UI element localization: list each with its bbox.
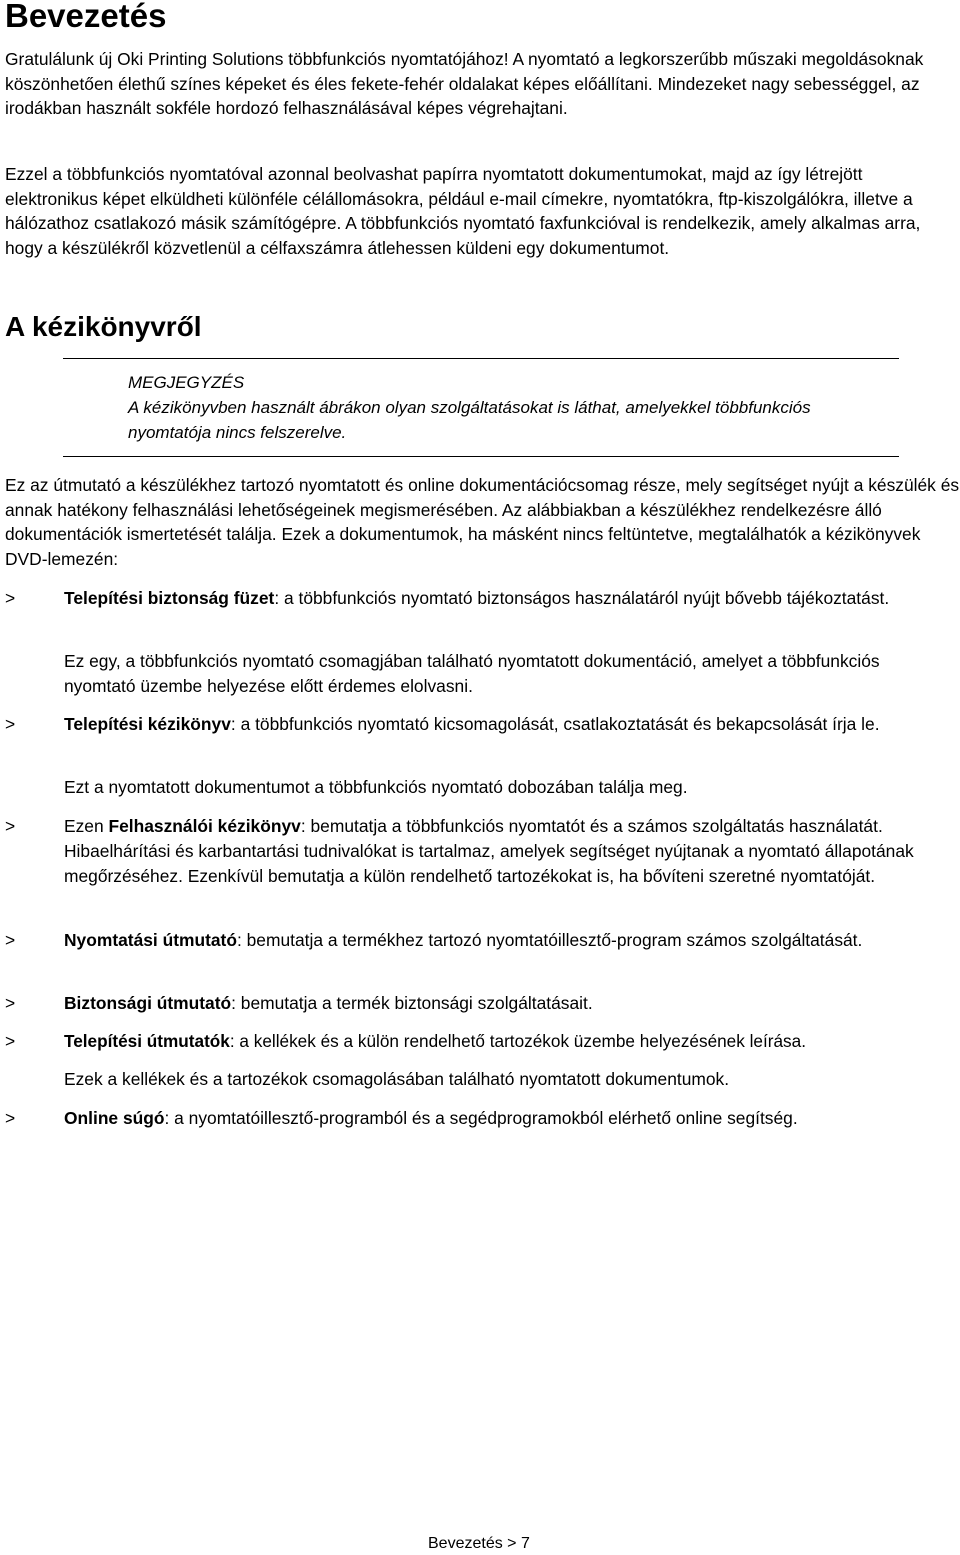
item-title: Online súgó xyxy=(64,1108,165,1128)
section-heading-intro: Bevezetés xyxy=(5,0,167,34)
item-title: Felhasználói kézikönyv xyxy=(108,816,301,836)
list-item xyxy=(64,991,960,1016)
note-text: A kézikönyvben használt ábrákon olyan szolgáltatásokat is láthat, amelyekkel többfunkciós nyomtatója nincs felszerelve. xyxy=(128,398,811,442)
note-top-divider xyxy=(63,358,899,359)
item-text: : a többfunkciós nyomtató kicsomagolását, csatlakoztatását és bekapcsolását írja le. xyxy=(230,714,880,734)
item-extra: Ez egy, a többfunkciós nyomtató csomagjában található nyomtatott dokumentáció, amelyet a többfunkciós nyomtató üzembe helyezése előtt érdemes elolvasni. xyxy=(64,651,880,696)
item-text: : bemutatja a termék biztonsági szolgáltatásait. xyxy=(231,993,593,1013)
list-item xyxy=(64,928,904,953)
list-item xyxy=(64,712,944,737)
list-item xyxy=(64,586,960,611)
page-footer: Bevezetés > 7 xyxy=(428,1535,530,1552)
item-title: Telepítési kézikönyv xyxy=(64,714,231,734)
list-item xyxy=(64,814,944,889)
bullet-marker: > xyxy=(5,714,16,734)
item-title: Nyomtatási útmutató xyxy=(64,930,237,950)
item-text: : bemutatja a termékhez tartozó nyomtatóillesztő-program számos szolgáltatását. xyxy=(236,930,863,950)
item-text: : a kellékek és a külön rendelhető tartozékok üzembe helyezésének leírása. xyxy=(229,1031,806,1051)
item-title: Telepítési biztonság füzet xyxy=(64,588,275,608)
item-title: Telepítési útmutatók xyxy=(64,1031,230,1051)
note-label: MEGJEGYZÉS xyxy=(128,373,245,392)
item-text: : a nyomtatóillesztő-programból és a segédprogramokból elérhető online segítség. xyxy=(164,1108,798,1128)
bullet-marker: > xyxy=(5,1031,16,1051)
manual-paragraph: Ez az útmutató a készülékhez tartozó nyomtatott és online dokumentációcsomag része, mely segítséget nyújt a készülék és annak hatékony felhasználási lehetőségeinek megismerésében. Az alábbiakban a készülékhez rendelkezésre álló dokumentációk ismertetését találja. Ezek a dokumentumok, ha másként nincs feltüntetve, megtalálhatók a kézikönyvek DVD-lemezén: xyxy=(5,475,960,569)
intro-paragraph-1: Gratulálunk új Oki Printing Solutions többfunkciós nyomtatójához! A nyomtató a legkorszerűbb műszaki megoldásoknak köszönhetően élethű színes képeket és éles fekete-fehér oldalakat képes előállítani. Mindezeket nagy sebességgel, az irodákban használt sokféle hordozó felhasználásával képes végrehajtani. xyxy=(5,49,924,118)
section-heading-manual: A kézikönyvről xyxy=(5,311,202,342)
bullet-marker: > xyxy=(5,1108,16,1128)
list-item xyxy=(64,1106,960,1131)
bullet-marker: > xyxy=(5,816,16,836)
bullet-marker: > xyxy=(5,993,16,1013)
list-item xyxy=(64,1029,960,1054)
item-text: : a többfunkciós nyomtató biztonságos használatáról nyújt bővebb tájékoztatást. xyxy=(274,588,890,608)
note-bottom-divider xyxy=(63,456,899,457)
bullet-marker: > xyxy=(5,930,16,950)
item-extra: Ezt a nyomtatott dokumentumot a többfunkciós nyomtató dobozában találja meg. xyxy=(64,777,688,797)
bullet-marker: > xyxy=(5,588,16,608)
intro-paragraph-2: Ezzel a többfunkciós nyomtatóval azonnal beolvashat papírra nyomtatott dokumentumokat, majd az így létrejött elektronikus képet elküldheti különféle célállomásokra, például e-mail címekre, nyomtatókra, ftp-kiszolgálókra, illetve a hálózathoz csatlakozó másik számítógépre. A többfunkciós nyomtató faxfunkcióval is rendelkezik, amely alkalmas arra, hogy a készülékről közvetlenül a célfaxszámra átlehessen küldeni egy dokumentumot. xyxy=(5,164,921,258)
item-text: : bemutatja a többfunkciós nyomtatót és a számos szolgáltatás használatát. Hibaelhárítási és karbantartási tudnivalókat is tartalmaz, amelyek segítséget nyújtanak a nyomtató állapotának megőrzéséhez. Ezenkívül bemutatja a külön rendelhető tartozékokat is, ha bővíteni szeretné nyomtatóját. xyxy=(64,816,914,886)
item-title: Biztonsági útmutató xyxy=(64,993,232,1013)
item-extra: Ezek a kellékek és a tartozékok csomagolásában található nyomtatott dokumentumok. xyxy=(64,1069,730,1089)
item-prefix: Ezen xyxy=(64,816,109,836)
